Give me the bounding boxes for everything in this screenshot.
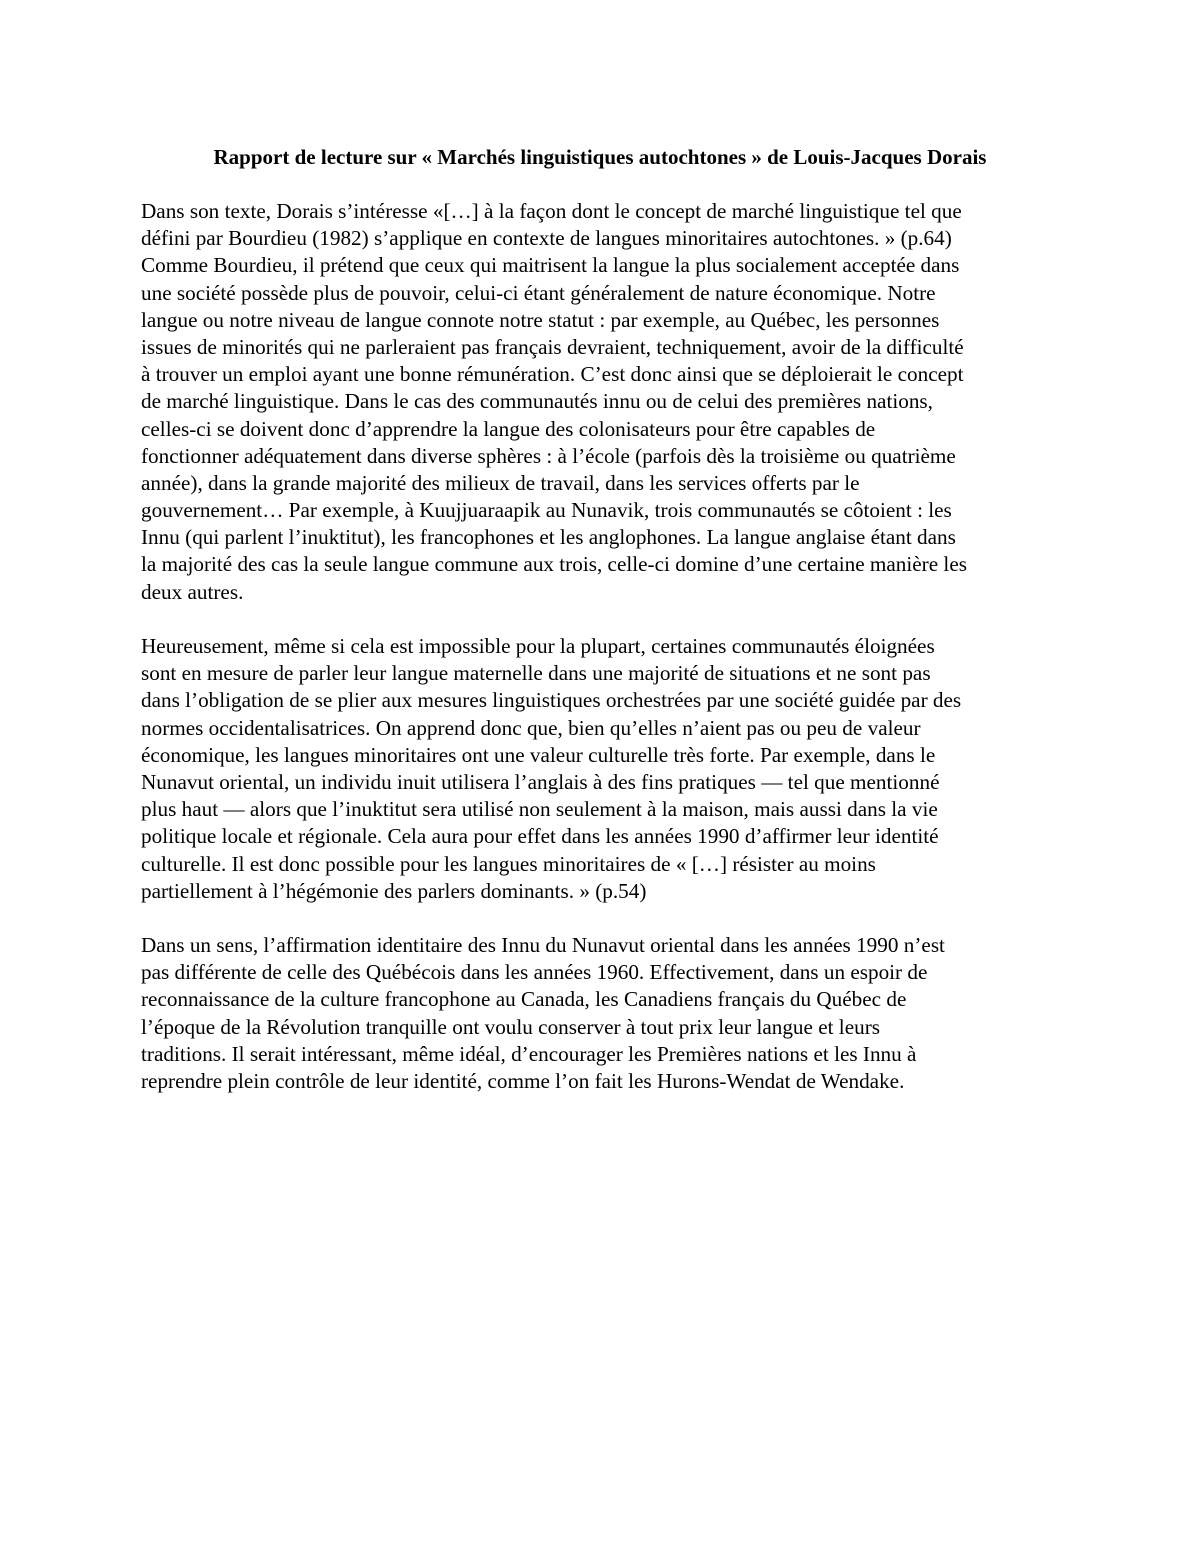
text-line: culturelle. Il est donc possible pour les langues minoritaires de « […] résister au moins bbox=[141, 851, 876, 876]
text-line: Innu (qui parlent l’inuktitut), les francophones et les anglophones. La langue anglaise étant dans bbox=[141, 525, 956, 550]
text-line: plus haut — alors que l’inuktitut sera utilisé non seulement à la maison, mais aussi dans la vie bbox=[141, 797, 938, 822]
text-line: défini par Bourdieu (1982) s’applique en contexte de langues minoritaires autochtones. » (p.64) bbox=[141, 226, 952, 251]
text-line: politique locale et régionale. Cela aura pour effet dans les années 1990 d’affirmer leur identité bbox=[141, 824, 939, 849]
text-line: traditions. Il serait intéressant, même idéal, d’encourager les Premières nations et les Innu à bbox=[141, 1041, 917, 1066]
text-line: celles-ci se doivent donc d’apprendre la langue des colonisateurs pour être capables de bbox=[141, 416, 876, 441]
text-line: pas différente de celle des Québécois dans les années 1960. Effectivement, dans un espoir de bbox=[141, 960, 928, 985]
text-line: l’époque de la Révolution tranquille ont voulu conserver à tout prix leur langue et leurs bbox=[141, 1014, 880, 1039]
paragraph-spacer bbox=[141, 606, 1066, 633]
text-line: dans l’obligation de se plier aux mesures linguistiques orchestrées par une société guidée par des bbox=[141, 688, 962, 713]
text-line: année), dans la grande majorité des milieux de travail, dans les services offerts par le bbox=[141, 470, 860, 495]
document-title: Rapport de lecture sur « Marchés linguistiques autochtones » de Louis-Jacques Dorais bbox=[213, 145, 987, 169]
text-line: une société possède plus de pouvoir, celui-ci étant généralement de nature économique. Notre bbox=[141, 280, 936, 305]
text-line: partiellement à l’hégémonie des parlers dominants. » (p.54) bbox=[141, 878, 647, 903]
text-line: Nunavut oriental, un individu inuit utilisera l’anglais à des fins pratiques — tel que mentionné bbox=[141, 769, 940, 794]
text-line: la majorité des cas la seule langue commune aux trois, celle-ci domine d’une certaine manière les bbox=[141, 552, 967, 577]
text-line: économique, les langues minoritaires ont une valeur culturelle très forte. Par exemple, dans le bbox=[141, 742, 936, 767]
text-line: fonctionner adéquatement dans diverse sphères : à l’école (parfois dès la troisième ou quatrième bbox=[141, 443, 956, 468]
text-line: Dans un sens, l’affirmation identitaire des Innu du Nunavut oriental dans les années 1990 n’est bbox=[141, 933, 945, 958]
text-line: normes occidentalisatrices. On apprend donc que, bien qu’elles n’aient pas ou peu de valeur bbox=[141, 715, 921, 740]
text-line: deux autres. bbox=[141, 579, 244, 604]
text-line: issues de minorités qui ne parleraient pas français devraient, techniquement, avoir de la difficulté bbox=[141, 334, 964, 359]
paragraph-1 bbox=[141, 198, 1066, 606]
text-line: sont en mesure de parler leur langue maternelle dans une majorité de situations et ne sont pas bbox=[141, 661, 931, 686]
paragraph-2 bbox=[141, 633, 1066, 905]
document-body bbox=[141, 198, 1066, 1095]
paragraph-spacer bbox=[141, 905, 1066, 932]
text-line: langue ou notre niveau de langue connote notre statut : par exemple, au Québec, les personnes bbox=[141, 307, 940, 332]
text-line: Heureusement, même si cela est impossible pour la plupart, certaines communautés éloignées bbox=[141, 634, 935, 658]
text-line: à trouver un emploi ayant une bonne rémunération. C’est donc ainsi que se déploierait le concept bbox=[141, 362, 964, 387]
text-line: reconnaissance de la culture francophone au Canada, les Canadiens français du Québec de bbox=[141, 987, 907, 1012]
text-line: gouvernement… Par exemple, à Kuujjuaraapik au Nunavik, trois communautés se côtoient : les bbox=[141, 498, 952, 523]
text-line: Dans son texte, Dorais s’intéresse «[…] à la façon dont le concept de marché linguistique tel que bbox=[141, 199, 962, 223]
text-line: reprendre plein contrôle de leur identité, comme l’on fait les Hurons-Wendat de Wendake. bbox=[141, 1069, 905, 1093]
text-line: Comme Bourdieu, il prétend que ceux qui maitrisent la langue la plus socialement acceptée dans bbox=[141, 253, 960, 278]
text-line: de marché linguistique. Dans le cas des communautés innu ou de celui des premières nations, bbox=[141, 389, 933, 414]
paragraph-3 bbox=[141, 932, 1066, 1095]
